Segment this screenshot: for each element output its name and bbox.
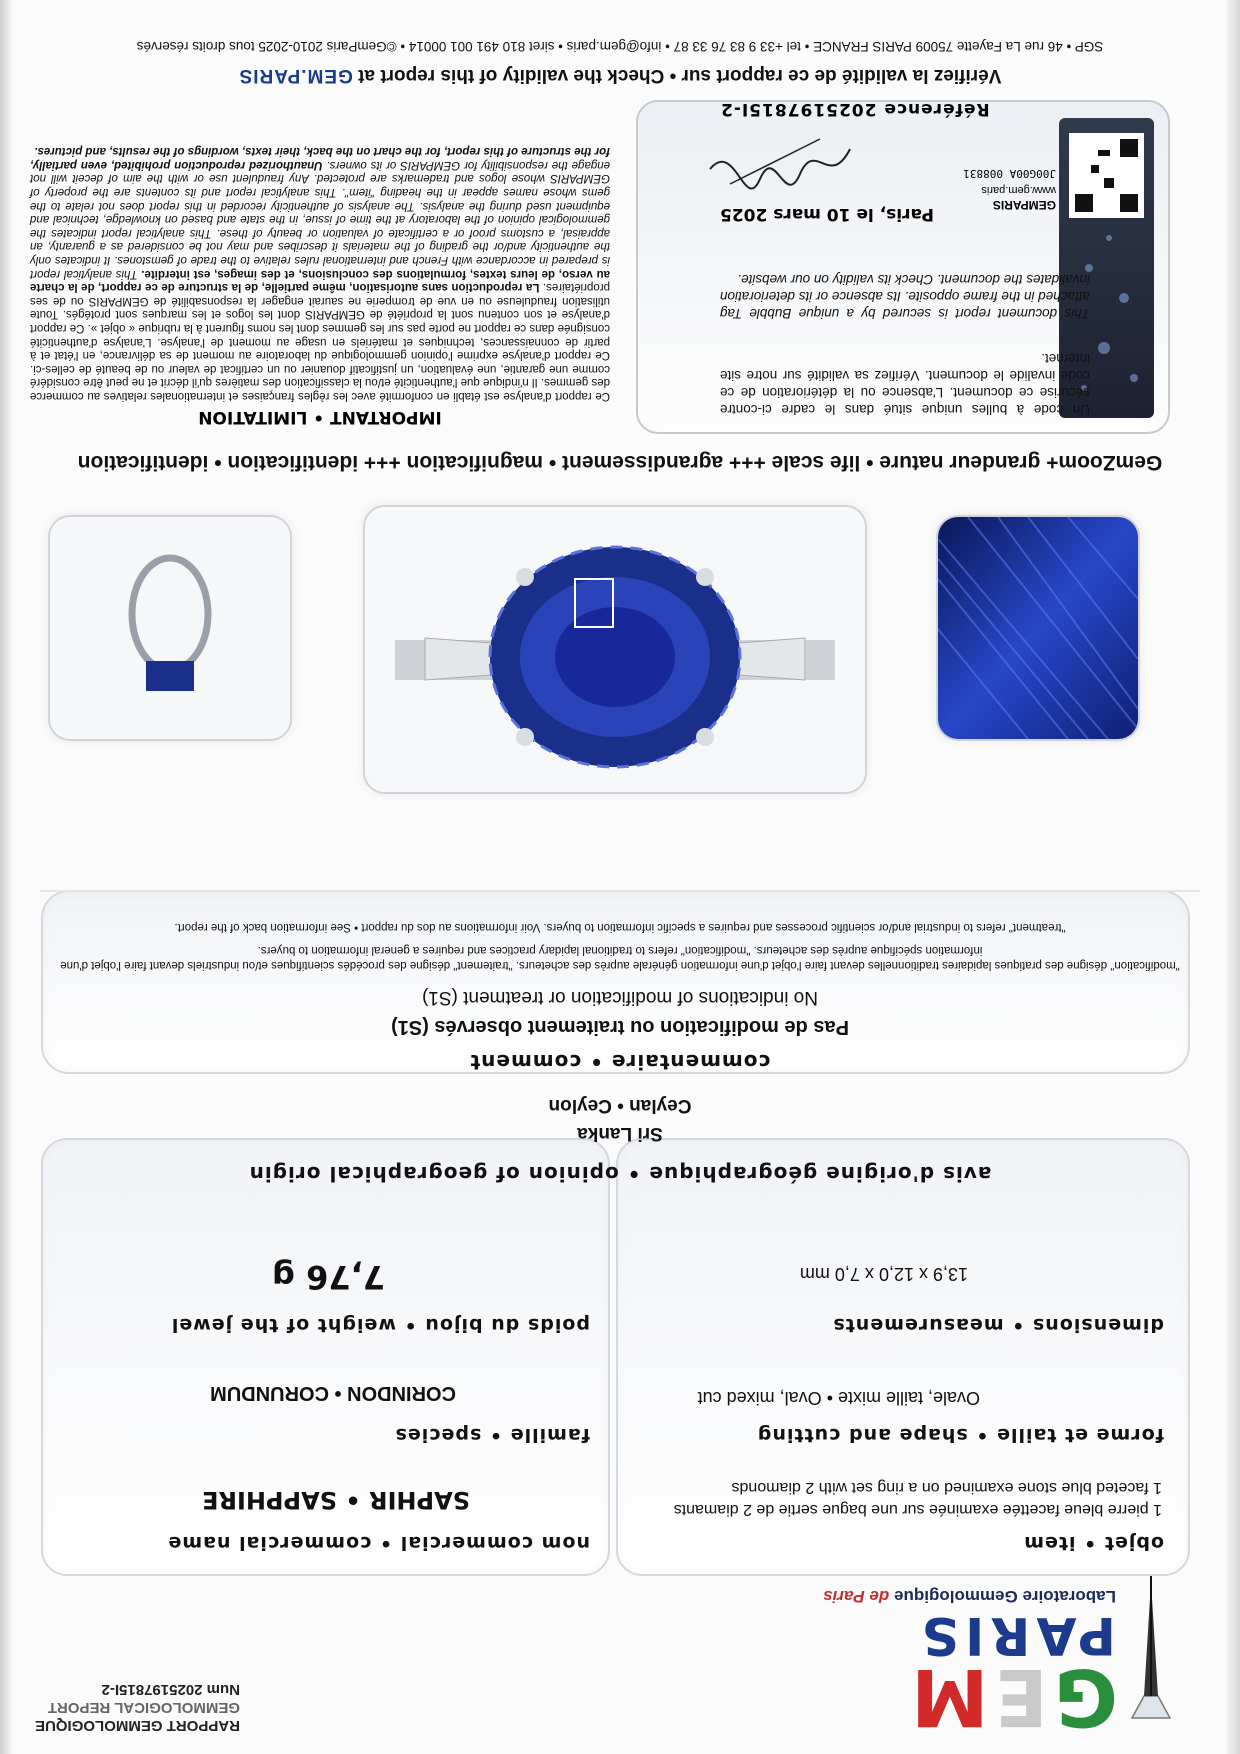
magnified-ring-image	[363, 505, 867, 794]
important-title: IMPORTANT • LIMITATION	[198, 407, 442, 427]
comment-line-fr: Pas de modification ou traitement observés (S1)	[391, 1016, 849, 1038]
magnification-image	[936, 515, 1140, 741]
weight-label: poids du bijou • weight of the jewel	[170, 1314, 590, 1336]
gemparis-logo	[658, 1586, 1178, 1741]
report-identification	[20, 1680, 240, 1734]
diamond-pen-icon	[1128, 1572, 1174, 1722]
species-label: famille • species	[394, 1424, 590, 1446]
security-text-en: This document report is secured by a unique Bubble Tag attached in the frame opposite. Its absence or its deterioration invalidates the document. Check its validity on our website.	[720, 272, 1090, 321]
verify-link[interactable]: GEM.PARIS	[238, 65, 353, 86]
important-text	[30, 144, 610, 402]
comment-note-en: "treatment" refers to industrial and/or scientific processes and requires a specific information to buyers. Voir informations au dos du rapport • See information back of the report.	[174, 921, 1066, 933]
issue-date: Paris, le 10 mars 2025	[720, 204, 934, 224]
security-text-fr: Un code à bulles unique situé dans le cadre ci-contre sécurise ce document. L'absence ou la détérioration de ce code invalide le document. Vérifiez sa validité sur notre site internet.	[720, 351, 1090, 417]
logo-paris-text: PARIS	[915, 1605, 1116, 1665]
origin-line2: Ceylan • Ceylon	[548, 1095, 692, 1116]
verify-line: Vérifiez la validité de ce rapport sur • Check the validity of this report at GEM.PARIS	[238, 65, 1002, 86]
comment-line-en: No indications of modification or treatment (S1)	[422, 987, 819, 1008]
shape-value: Ovale, taille mixte • Oval, mixed cut	[697, 1388, 980, 1408]
footer-info: SGP • 46 rue La Fayette 75009 PARIS FRANCE • tel +33 9 83 76 33 87 • info@gem.paris • siret 810 491 001 00014 • ©GemParis 2010-2025 tous droits réservés	[136, 39, 1104, 54]
tag-url: www.gem.paris	[981, 184, 1056, 196]
comment-note-fr: "modification" désigne des pratiques lapidaires traditionnelles devant faire l'objet d'une information générale auprès des acheteurs. "traitement" désigne des procédés scientifiques et/ou industriels devant faire l'objet d'une information spécifique auprès des acheteurs. "modification" refers to traditional lapidary practices and requires a general information to buyers.	[60, 944, 1180, 971]
important-text-en-bold: Unauthorized reproduction prohibited, even partially, for the structure of this report, for the chart on the back, their texts, wordings of the results, and pictures.	[30, 145, 610, 171]
logo-gem-text: GEM	[905, 1651, 1118, 1741]
weight-value: 7,76 g	[272, 1258, 385, 1296]
shape-label: forme et taille • shape and cutting	[756, 1424, 1164, 1446]
object-value-en: 1 faceted blue stone examined on a ring set with 2 diamonds	[731, 1479, 1162, 1496]
dimensions-label: dimensions • measurements	[832, 1314, 1164, 1336]
signature-icon	[700, 129, 860, 199]
commercial-name-label: nom commercial • commercial name	[167, 1532, 590, 1554]
commercial-name-value: SAPHIR • SAPPHIRE	[202, 1486, 470, 1514]
fold-divider	[40, 890, 1200, 892]
comment-label: commentaire • comment	[469, 1050, 771, 1074]
report-title-fr: RAPPORT GEMMOLOGIQUE	[34, 1717, 240, 1734]
scan-edge-right	[0, 0, 12, 1754]
gemzoom-caption: GemZoom+ grandeur nature • life scale +++ agrandissement • magnification +++ identification • identification	[77, 451, 1163, 474]
dimensions-value: 13,9 x 12,0 x 7,0 mm	[799, 1264, 968, 1284]
origin-line1: Sri Lanka	[577, 1123, 663, 1144]
report-number: Num 2025197815I-2	[101, 1681, 240, 1698]
sapphire-ring-closeup	[365, 507, 865, 792]
tag-code: J00G00A 008831	[963, 167, 1056, 180]
important-text-fr-bold: La reproduction sans autorisation, même partielle, de la structure de ce rapport, de la charte au verso, de leurs textes, formulations des conclusions, et des images, est interdite.	[30, 267, 610, 294]
tag-brand: GEMPARIS	[992, 198, 1056, 212]
species-value: CORINDON • CORUNDUM	[210, 1382, 456, 1404]
object-label: objet • item	[1023, 1532, 1164, 1554]
important-text-fr: Ce rapport d'analyse est établi en conformité avec les règles françaises et internationales relatives au commerce des gemmes. Il n'indique que l'authenticité et/ou la classification des matières qu'il décrit et ne peut être considéré comme une garantie, une évaluation, un justificatif douanier ou un certificat de valeur ou de beauté de celles-ci. Ce rapport d'analyse exprime l'opinion gemmologique du laboratoire au moment de sa délivrance, en l'état et à partir de connaissances, techniques et matériels en usage au moment de l'analyse. L'analyse d'authenticité consignée dans ce rapport ne porte pas sur les gemmes dont les noms figurent à la rubrique « objet ». Ce rapport d'analyse et son contenu sont la propriété de GEMPARIS dont les logos et les marques sont protégés. Toute utilisation frauduleuse ou en vue de tromperie ne saurait engager la responsabilité de GEMPARIS ou de ses propriétaires.	[30, 281, 610, 402]
ring-life-scale	[50, 517, 290, 739]
scan-edge-left	[1226, 0, 1240, 1754]
comment-panel	[41, 890, 1190, 1074]
life-scale-image	[48, 515, 292, 741]
report-title-en: GEMMOLOGICAL REPORT	[47, 1699, 240, 1716]
logo-tagline: Laboratoire Gemmologique de Paris	[823, 1587, 1116, 1606]
reference-number: Référence 2025197815I-2	[720, 99, 990, 119]
object-value-fr: 1 pierre bleue facettée examinée sur une bague sertie de 2 diamants	[673, 1501, 1162, 1518]
sapphire-inclusion-texture	[938, 517, 1138, 739]
important-text-en: This analytical report is prepared in accordance with French and international rules relative to the trade of gemstones. It indicates only the authenticity and/or the grading of the materials it describes and may not be considered as a guaranty, an appraisal, a customs proof or a certificate of valuation or beauty of these. This analytical report indicates the gemmological opinion of the laboratory at the time of issue, in the state and based on knowledge, technical and equipment used during the analysis. The analysis of authenticity recorded in this report does not relate to the gems whose names appear in the heading "item". This analytical report and its contents are the property of GEMPARIS whose logos and trademarks are protected. Any fraudulent use or with the aim of deceit will not engage the responsibility for GEMPARIS or its owners.	[30, 158, 610, 280]
origin-label: avis d'origine géographique • opinion of geographical origin	[248, 1162, 992, 1186]
